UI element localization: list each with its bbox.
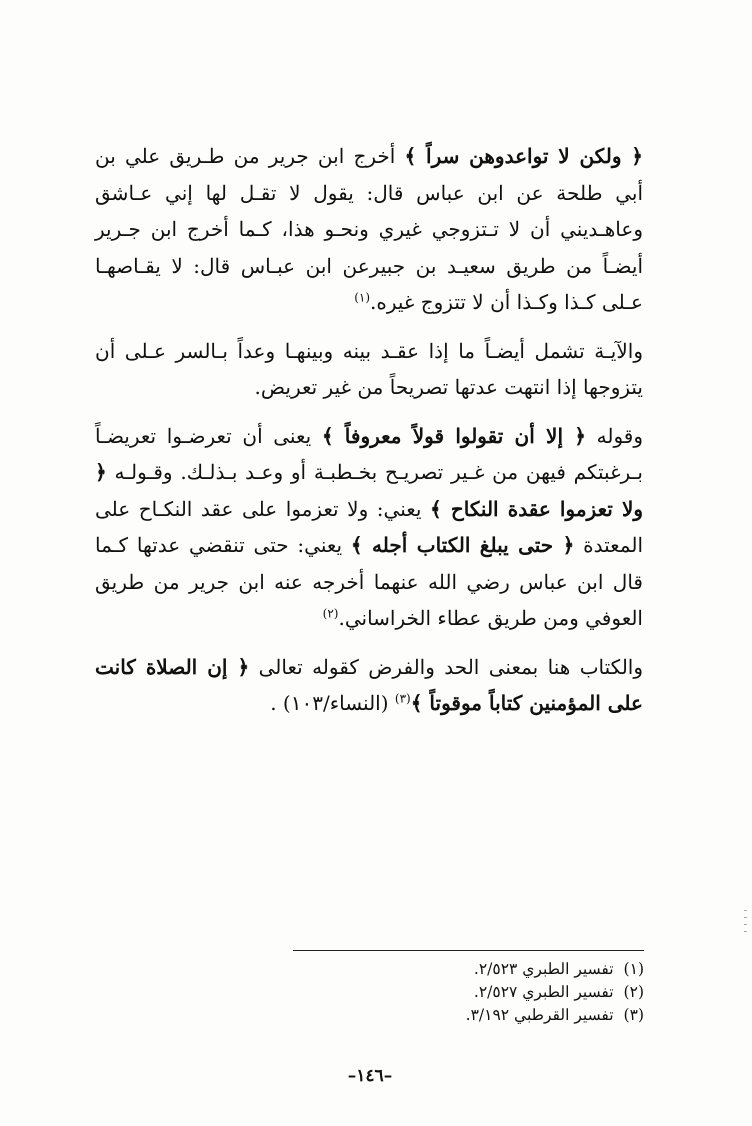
paragraph-text: يعنى أن تعرضـوا تعريضـاً بـرغبتكم فيهن من غـير تصريـح بخـطبـة أو وعـد بـذلـك. وقـولـه [95, 423, 643, 484]
footnote-number: (٢) [623, 983, 644, 1001]
paragraph-text: يعني: ولا تعزموا على عقد النكـاح على المعتدة [95, 496, 644, 557]
footnote-1 [293, 958, 644, 981]
footnote-text: تفسير الطبري ٢/٥٢٧. [473, 983, 614, 1001]
page-number: –١٤٦– [347, 1066, 393, 1086]
footnote-number: (١) [623, 960, 644, 978]
paragraph-text: وقوله [586, 423, 644, 448]
footnote-marker-2: (٢) [322, 606, 339, 621]
paragraph-2 [95, 333, 643, 406]
sentence-end: . [270, 691, 277, 715]
quran-quote: ﴿ ولكن لا تواعدوهن سراً ﴾ [404, 144, 643, 168]
paragraph-1 [95, 138, 643, 321]
paragraph-text: والآيـة تشمل أيضـاً ما إذا عقـد بينه وبينهـا وعداً بـالسر عـلى أن يتزوجها إذا انتهت عدتها تصريحاً من غير تعريض. [95, 338, 643, 399]
footnote-number: (٣) [623, 1006, 644, 1024]
quran-quote: ﴿ إن الصلاة كانت على المؤمنين كتاباً موقوتاً ﴾ [95, 654, 643, 715]
quran-quote: ﴿ حتى يبلغ الكتاب أجله ﴾ [350, 533, 575, 557]
paragraph-text: يعني: حتى تنقضي عدتها كـما قال ابن عباس رضي الله عنهما أخرجه عنه ابن جرير من طريق العوفي ومن طريق عطاء الخراساني. [95, 533, 643, 630]
footnotes [293, 958, 644, 1027]
quran-quote: ﴿ إلا أن تقولوا قولاً معروفاً ﴾ [321, 423, 586, 448]
footnote-text: تفسير القرطبي ٣/١٩٢. [465, 1006, 614, 1024]
footnote-text: تفسير الطبري ٢/٥٢٣. [473, 960, 614, 978]
footnote-divider [293, 950, 644, 951]
footnote-2 [293, 981, 644, 1004]
paragraph-4 [95, 649, 643, 722]
surah-reference: (النساء/١٠٣) [282, 691, 389, 715]
footnote-3 [293, 1004, 644, 1027]
main-text [95, 138, 643, 734]
scan-artifact [744, 910, 748, 950]
footnote-marker-1: (١) [354, 290, 371, 305]
paragraph-3 [95, 418, 643, 637]
paragraph-text: أخرج ابن جرير من طـريق علي بن أبي طلحة عن ابن عباس قال: يقول لا تقـل لها إني عـاشق وعاهـديني أن لا تـتزوجي غيري ونحـو هذا، كـما أخرج ابن جـرير أيضـاً من طريق سعيـد بن جبيرعن ابن عبـاس قال: لا يقـاصهـا عـلى كـذا وكـذا أن لا تتزوج غيره. [95, 144, 643, 314]
quran-quote: ﴿ ولا تعزموا عقدة النكاح ﴾ [95, 460, 644, 521]
paragraph-text: والكتاب هنا بمعنى الحد والفرض كقوله تعالى [249, 654, 644, 679]
footnote-marker-3: (٣) [394, 691, 411, 706]
